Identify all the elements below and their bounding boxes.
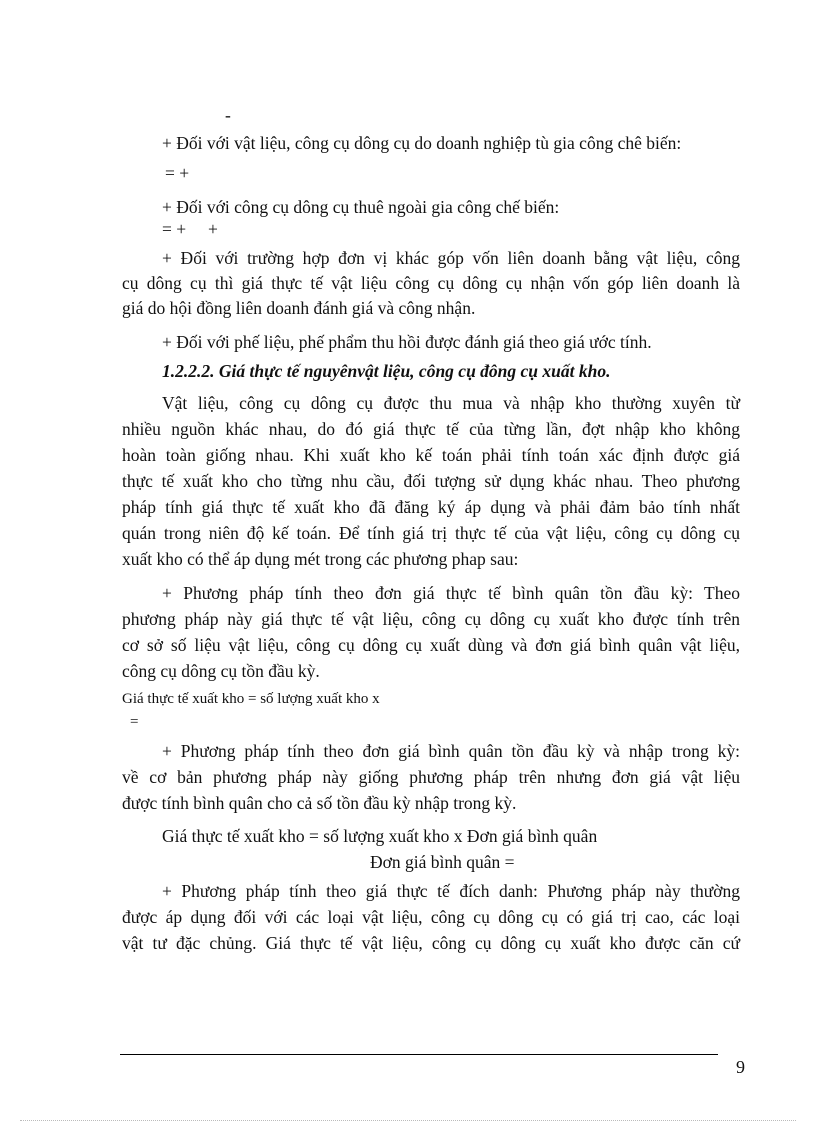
paragraph-line: + Phương pháp tính theo đơn giá thực tế bình quân tồn đầu kỳ: Theo (162, 583, 740, 603)
dash-mark: - (225, 105, 231, 125)
page-number: 9 (736, 1057, 745, 1077)
paragraph-line: + Đối với phế liệu, phế phẩm thu hồi được đánh giá theo giá ước tính. (162, 332, 652, 352)
formula-line: = + (165, 163, 190, 183)
paragraph-line: + Phương pháp tính theo giá thực tế đích danh: Phương pháp này thường (162, 881, 740, 901)
paragraph-line: hoàn toàn giống nhau. Khi xuất kho kế toán phải tính toán xác định được giá (122, 445, 740, 465)
paragraph-line: thực tế xuất kho cho từng nhu cầu, đối tượng sử dụng khác nhau. Theo phương (122, 471, 740, 491)
formula-line: Giá thực tế xuất kho = số lượng xuất kho x Đơn giá bình quân (162, 826, 598, 846)
formula-line: Giá thực tế xuất kho = số lượng xuất kho x (122, 691, 380, 707)
section-heading: 1.2.2.2. Giá thực tế nguyênvật liệu, công cụ đông cụ xuất kho. (162, 361, 611, 381)
footer-rule (120, 1054, 718, 1055)
formula-line: = (130, 714, 139, 730)
paragraph-line: cơ sở số liệu vật liệu, công cụ dông cụ xuất dùng và đơn giá bình quân vật liệu, (122, 635, 740, 655)
paragraph-line: xuất kho có thể áp dụng mét trong các phương phap sau: (122, 549, 519, 569)
paragraph-line: về cơ bản phương pháp này giống phương pháp trên nhưng đơn giá vật liệu (122, 767, 740, 787)
paragraph-line: công cụ dông cụ tồn đầu kỳ. (122, 661, 320, 681)
page-edge-dots (20, 1120, 796, 1121)
paragraph-line: + Phương pháp tính theo đơn giá bình quân tồn đầu kỳ và nhập trong kỳ: (162, 741, 740, 761)
paragraph-line: + Đối với trường hợp đơn vị khác góp vốn liên doanh bằng vật liệu, công (162, 248, 740, 268)
paragraph-line: quán trong niên độ kế toán. Để tính giá trị thực tế của vật liệu, công cụ dông cụ (122, 523, 740, 543)
paragraph-line: vật tư đặc chủng. Giá thực tế vật liệu, công cụ dông cụ xuất kho được căn cứ (122, 933, 740, 953)
paragraph-line: phương pháp này giá thực tế vật liệu, công cụ dông cụ xuất kho được tính trên (122, 609, 740, 629)
paragraph-line: + Đối với công cụ dông cụ thuê ngoài gia công chế biến: (162, 197, 560, 217)
paragraph-line: được áp dụng đối với các loại vật liệu, công cụ dông cụ có giá trị cao, các loại (122, 907, 740, 927)
paragraph-line: nhiều nguồn khác nhau, do đó giá thực tế của từng lần, đợt nhập kho không (122, 419, 740, 439)
paragraph-line: Vật liệu, công cụ dông cụ được thu mua và nhập kho thường xuyên từ (162, 393, 740, 413)
paragraph-line: giá do hội đồng liên doanh đánh giá và công nhận. (122, 298, 476, 318)
paragraph-line: pháp tính giá thực tế xuất kho đã đăng ký áp dụng và phải đảm bảo tính nhất (122, 497, 740, 517)
formula-line: = + + (162, 219, 218, 239)
paragraph-line: + Đối với vật liệu, công cụ dông cụ do doanh nghiệp tù gia công chê biến: (162, 133, 682, 153)
paragraph-line: được tính bình quân cho cả số tồn đầu kỳ nhập trong kỳ. (122, 793, 517, 813)
formula-line: Đơn giá bình quân = (370, 852, 515, 872)
paragraph-line: cụ dông cụ thì giá thực tế vật liệu công cụ dông cụ nhận vốn góp liên doanh là (122, 273, 740, 293)
